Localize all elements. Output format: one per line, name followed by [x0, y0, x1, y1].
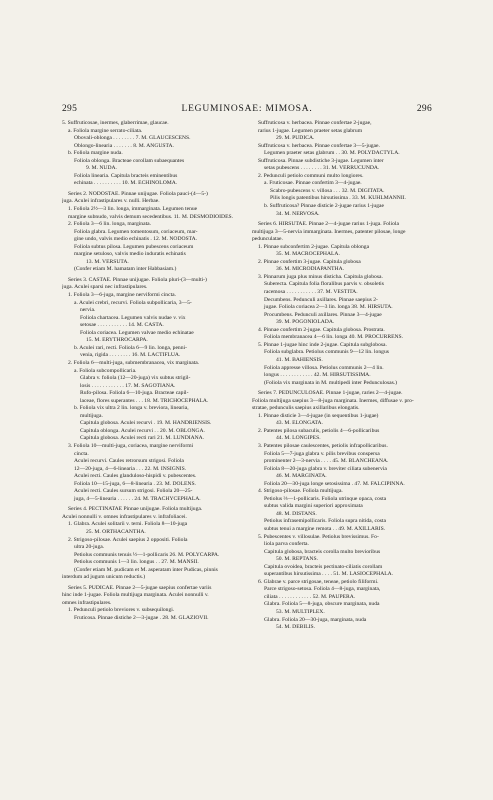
text-line: margine subnudo, valvis demum secedentibus. 11. M. DESMODIOIDES. [68, 213, 233, 220]
text-line: 43. M. ELONGATA. [276, 420, 323, 427]
page-number-right: 296 [416, 104, 432, 114]
text-line: 1. Pinnae subconfertim 2-jugae. Capitula oblonga [258, 243, 370, 250]
text-line: Suberecta. Capitula folia floralibus parvis v. obsoletis [264, 281, 384, 288]
text-line: b. Suffruticosa? Pinnae disticie 2-jugae rarius 1-jugae [264, 203, 384, 210]
text-line: Capitula globosa, bracteis corolla multo brevioribus [264, 548, 381, 555]
text-line: rarius 1-jugae. Legumen praeter setas glabrum [258, 127, 363, 134]
text-line: 13. M. VERSUTA. [86, 258, 129, 265]
text-line: (Foliola vix marginata in M. multipedi inter Pedunculosas.) [264, 379, 398, 386]
text-line: hinc inde 1-jugae. Foliola multijuga marginata. Aculei nonnulli v. [62, 592, 209, 599]
text-line: 44. M. LONGIPES. [276, 435, 321, 442]
text-line: venia, rigida . . . . . . . . 16. M. LACTIFLUA. [80, 352, 181, 359]
text-line: Legumen praeter setas glabrum . . 30. M. POLYDACTYLA. [264, 150, 400, 157]
text-line: Aculei recti. Caules sursum strigosi. Foliola 20—25- [74, 488, 193, 495]
text-line: margine setuloso, valvis medio induratis echinatis [74, 251, 186, 258]
text-line: 2. Strigoso-pilosae. Aculei saepius 2 oppositi. Foliola [68, 536, 188, 543]
page-number-left: 295 [62, 104, 78, 114]
text-line: Foliola 5—7-juga glabra v. pilis brevibus conspersa [264, 450, 380, 457]
text-line: liola parva conferta. [264, 541, 309, 548]
text-line: multijuga 3—5-nervia immarginata. Inermes, patenter pilosae, longe [252, 228, 406, 235]
text-line: 15. M. ERYTHROCARPA. [86, 337, 148, 344]
text-line: 2. Foliola 6—multi-juga, submembranacea, vix marginata. [68, 359, 200, 366]
text-line: 36. M. MICRODIAPANTHA. [276, 266, 345, 273]
text-line: (Confer etiam M. hamatam inter Habbasiam.) [74, 266, 177, 273]
text-line: Foliola glabra. Legumen tomentosum, coriaceum, mar- [74, 228, 198, 235]
text-line: interdum ad jugum unicum reductis.) [62, 574, 146, 581]
text-line: 2. Pinnae confertim 3-jugae. Capitula globosa [258, 258, 361, 265]
text-line: 5. Pinnae 1-jugae hinc inde 2-jugae. Capitula subglobosa. [258, 341, 387, 348]
text-line: gine undo, valvis medio echinatis . 12. M. NODOSTA. [74, 236, 198, 243]
page-header [62, 104, 432, 118]
text-line: 9. M. NUDA. [86, 165, 117, 172]
text-line: 6. Glabrae v. parce strigosae, teneae, petiolo filiformi. [258, 578, 379, 585]
text-line: Capitula ovoidea, bracteis pectinato-ciliatis corollam [264, 563, 383, 570]
text-line: Oblongo-linearia . . . . . . . 8. M. ANGUSTA. [74, 142, 174, 149]
running-title: LEGUMINOSAE: MIMOSA. [181, 104, 313, 114]
text-line: Foliola 10—15-juga, 6—8-linearia . 23. M. DOLENS. [74, 480, 196, 487]
text-line: Suffruticosa. Pinnae subdistiche 3-jugae. Legumen inter [258, 157, 384, 164]
text-line: 4. Pinnae confertim 2-jugae. Capitula globosa. Prostrata. [258, 326, 385, 333]
text-line: Decumbens. Pedunculi axillares. Pinnae saepius 2- [264, 296, 378, 303]
text-line: juga. Aculei infrastipulares v. nulli. Herbae. [62, 198, 160, 205]
text-line: omnes infrastipulares. [62, 599, 112, 606]
text-line: prominenter 2—3-nervia . . . . 45. M. BLANCHEANA. [264, 458, 389, 465]
right-column [252, 120, 436, 632]
text-line: Suffruticosa v. herbacea. Pinnae confertae 2-jugae, [258, 120, 372, 126]
text-line: ultra 20-juga. [74, 544, 105, 551]
text-line: setosae . . . . . . . . . . . 14. M. CASTA. [80, 322, 164, 329]
text-line: 25. M. ORTHACANTHA. [86, 528, 146, 535]
text-line: b. Foliola margine nuda. [68, 150, 123, 157]
text-line: Aculei nonnulli v. omnes infrastipulares v. infrafoliacei. [62, 513, 187, 520]
text-line: ciliata . . . . . . . . . . . . 52. M. PAUPERA. [264, 593, 356, 600]
text-line: Capitula globosa. Aculei recurvi . 19. M. HANDRIENSIS. [80, 420, 212, 427]
text-line: Petiolus communis 1—3 lin. longus . . 27. M. MANSII. [74, 559, 199, 566]
text-line: Foliola multijuga saepius 3—8-juga marginata. Inermes, diffusae v. pro- [252, 397, 414, 404]
text-line: subtus tenui a margine remota . . 49. M. AXILLARIS. [264, 525, 386, 532]
text-line: Aculei recti. Caules glanduloso-hispidi v. pubescentes. [74, 473, 197, 480]
text-line: a. Fruticosae. Pinnae confertim 3—4-jugae. [264, 180, 362, 187]
text-line: Foliola 20—30-juga longe setosissima . 47. M. FALCIPINNA. [264, 480, 405, 487]
text-line: 34. M. NERVOSA. [276, 210, 320, 217]
text-line: juga. Aculei sparsi nec infrastipulares. [62, 284, 148, 291]
text-line: b. Foliola vix ultra 2 lin. longa v. breviora, linearia, [74, 405, 189, 412]
text-line: Glabra. Foliola 5—8-juga, obscure marginata, nuda [264, 601, 380, 608]
text-line: Petiolus communis tenuis ½—1-pollicaris 26. M. POLYCARPA. [74, 551, 220, 558]
text-line: 2. Pedunculi petiolo communi multo longiores. [258, 172, 364, 179]
text-line: Series 7. PEDUNCULOSAE. Pinnae 1-jugae, raries 2—4-jugae. [258, 390, 403, 397]
left-column [62, 120, 246, 623]
text-line: 54. M. DEBILIS. [276, 624, 316, 631]
text-line: Glabra v. foliola (12—20-juga) vix subtus strigil- [80, 375, 191, 382]
text-line: cincta. [74, 450, 89, 457]
text-line: laceae, flores superantes . . . 18. M. TRICHOCEPHALA. [80, 397, 209, 404]
text-line: Glabra. Foliola 20—30-juga, marginata, nuda [264, 616, 367, 623]
text-line: Suffruticosa v. herbacea. Pinnae confertae 3—5-jugae. [258, 142, 380, 149]
text-line: Series 3. CASTAE. Pinnae unijugae. Foliola pluri-(3—multi-) [68, 276, 207, 283]
text-line: 1. Pinnae disticie 3—4-jugae (in sequentibus 1-jugae) [258, 412, 379, 419]
text-line: 1. Foliola 2½—3 lin. longa, immarginata. Legumen tenue [68, 206, 198, 213]
text-line: 39. M. POGONIOLADA. [276, 319, 335, 326]
text-line: 12—20-juga, 4—6-linearia . . . 22. M. INSIGNIS. [74, 465, 187, 472]
text-line: Petiolus infrasemipollicaris. Foliola supra nitida, costa [264, 518, 386, 525]
text-line: 1. Pedunculi petiolo breviores v. subsequilongi. [68, 607, 175, 614]
text-line: 1. Foliola 3—6-juga, margine nerviformi cincta. [68, 292, 177, 299]
text-line: 29. M. PUDICA. [276, 135, 315, 142]
text-line: 5. Pubescentes v. villosulae. Petiolus brevissimus. Fo- [258, 533, 379, 540]
text-line: 2. Foliola 3—6 lin. longa, marginata. [68, 221, 152, 228]
text-line: losis . . . . . . . . . . . . 17. M. SAGOTIANA. [80, 382, 176, 389]
text-line: Foliola chartacea. Legumen valvis nudae v. vix [80, 314, 186, 321]
text-line: echinata . . . . . . . . . . 10. M. ECHINOLOMA. [74, 180, 178, 187]
text-line: 53. M. MULTIPLEX. [276, 609, 325, 615]
text-line: 3. Patentes pilosae caulescentes, petiolis infrapollicaribus. [258, 442, 388, 449]
text-line: Capitula globosa. Aculei recti rari 21. M. LUNDIANA. [80, 435, 205, 442]
text-line: Foliola linearia. Capitula bracteis eminentibus [74, 172, 178, 179]
text-line: 46. M. MARGINATA. [276, 473, 327, 480]
text-line: Foliola subtus pilosa. Legumen pubescens coriaceum [74, 243, 194, 250]
text-line: jugae. Foliola coriacea 2—3 lin. longa 38. M. HIRSUTA. [264, 304, 393, 311]
text-line: multijuga. [80, 412, 103, 419]
text-line: 3. Foliola 10—multi-juga, coriacea, margine nerviformi [68, 442, 194, 449]
text-line: juga, 4—5-linearia . . . . . . 24. M. TRACHYCEPHALA. [74, 495, 201, 502]
text-line: a. Foliola subcompollicaria. [74, 367, 137, 374]
text-line: racemosa . . . . . . . . . . . 37. M. VESTITA. [264, 289, 358, 296]
text-line: 48. M. DISTANS. [276, 510, 317, 517]
text-line: Petiolus ⅔—1-pollicaris. Foliola utrinque opaca, costa [264, 495, 387, 502]
text-line: nervia. [80, 307, 96, 314]
text-line: a. Foliola margine serrato-ciliata. [68, 127, 143, 134]
text-line: Fruticosa. Pinnae distiche 2—3-jugae . 28. M. GLAZIOVII. [74, 615, 209, 621]
text-line: Rufo-pilosa. Foliola 6—10-juga. Bracteae capil- [80, 390, 189, 397]
text-line: Series 2. NODOSTAE. Pinnae unijugae. Foliola pauci-(4—5-) [68, 190, 208, 197]
text-line: Scabro-pubescens v. villosa . . . 32. M. DIGITATA. [270, 187, 385, 194]
text-line: Obovali-oblonga . . . . . . . . 7. M. GLAUCESCENS. [74, 135, 191, 142]
text-line: Foliola subglabra. Petiolus communis 9—12 lin. longus [264, 349, 389, 356]
text-line: superantibus hirsutissima . . . . 51. M. LASIOCEPHALA. [264, 571, 394, 578]
text-line: Series 5. PUDICAE. Pinnae 2—5-jugae saepius confertae variis [68, 584, 212, 591]
text-line: 2. Patentes pilosa subaculis, petiolis 4—6-pollicaribus [258, 427, 380, 434]
text-line: Capitula oblonga. Aculei recurvi . . 20. M. OBLONGA. [80, 427, 205, 434]
text-line: Aculei recurvi. Caules retrorsum strigosi. Foliola [74, 458, 184, 465]
text-line: Foliola appresse villosa. Petiolus communis 2—4 lin. [264, 364, 384, 371]
text-line: Series 4. PECTINATAE Pinnae unijugae. Foliola multijuga. [68, 506, 203, 513]
text-line: longus . . . . . . . . . . . . 42. M. HIRSUTISSIMA. [264, 372, 371, 379]
text-line: stratae, pedunculis saepius axillaribus elongatis. [252, 405, 360, 412]
text-line: subtus valida margini superiori approximata [264, 503, 363, 510]
text-line: Pilis longis patentibus hirsutissima . 33. M. KUHLMANNII. [270, 195, 406, 202]
text-line: 50. M. REPTANS. [276, 556, 318, 563]
text-line: Parce strigoso-setosa. Foliola 4—8-juga, marginata, [264, 586, 381, 593]
text-line: 41. M. BAHIENSIS. [276, 356, 323, 363]
text-line: 1. Glabra. Aculei solitarii v. terni. Foliola 8—10-juga [68, 521, 188, 528]
text-line: pedunculatae. [252, 236, 283, 243]
text-line: 5. Suffruticosae, inermes, glaberrimae, glaucae. [62, 120, 169, 126]
text-line: Procumbens. Pedunculi axillares. Pinnae 3—4-jugae [264, 311, 382, 318]
text-line: 4. Strigoso-pilosae. Foliola multijuga. [258, 488, 343, 495]
text-line: 3. Pinnarum juga plus minus disticha. Capitula globosa. [258, 273, 383, 280]
text-line: Foliola oblonga. Bracteae corollam subaequantes [74, 157, 185, 164]
text-line: a. Aculei crebri, recurvi. Foliola subpollicaria, 3—5- [74, 299, 192, 306]
text-line: Foliola coriacea. Legumen valvae medio echinatae [80, 329, 194, 336]
text-line: 35. M. MACROCEPHALA. [276, 251, 340, 258]
text-line: Series 6. HIRSUTAE. Pinnae 2—4-jugae rarius 1-juga. Foliola [258, 221, 399, 228]
text-line: setas pubescens . . . . . . . . 31. M. VERRUCUNDA. [264, 165, 380, 172]
text-line: Foliola membranacea 4—6 lin. longa 40. M. PROCURRENS. [264, 334, 404, 341]
text-line: b. Aculei rari, recti. Foliola 6—9 lin. longa, penni- [74, 344, 187, 351]
text-line: (Confer etiam M. pudicam et M. asperatam inter Pudicas, pinnis [74, 566, 218, 573]
text-line: Foliola 8—20-juga glabra v. breviter ciliata subenervia [264, 465, 387, 472]
